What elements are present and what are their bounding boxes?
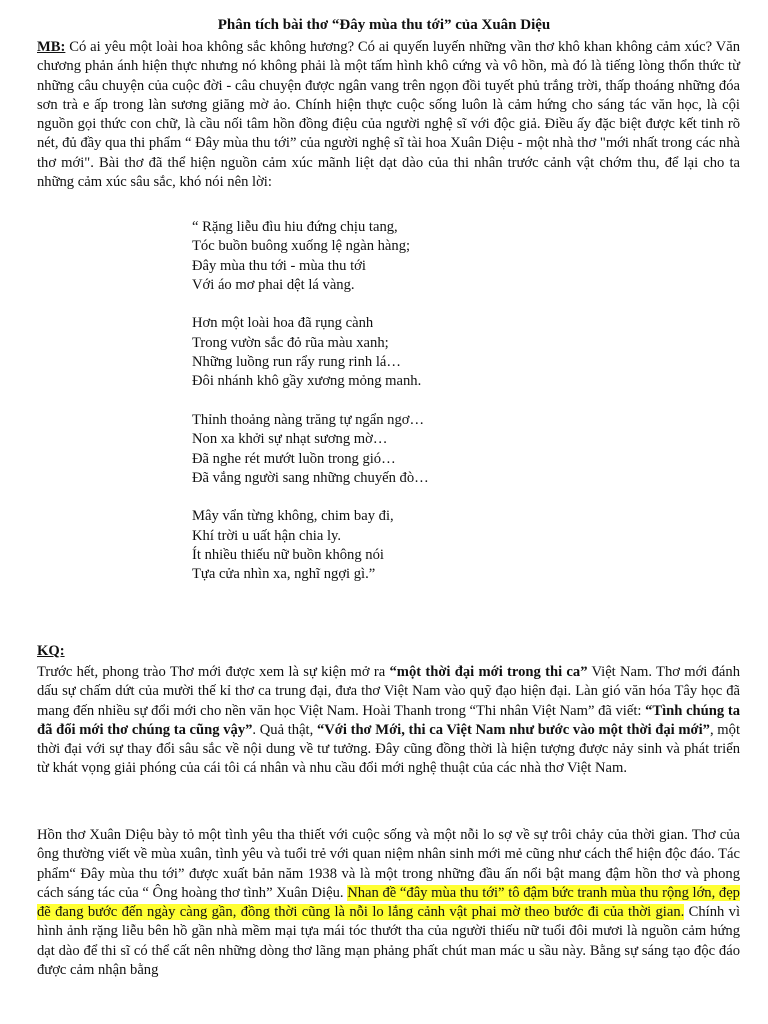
poem-stanza-2 [192, 314, 612, 391]
kq-p1-quote: “Tình chúng ta đã đổi mới thơ chúng ta cũng vậy” [37, 702, 740, 738]
kq-p2-text: Hồn thơ Xuân Diệu bày tỏ một tình yêu tha thiết với cuộc sống và một nỗi lo sợ về sự trôi chảy của thời gian. Thơ của ông thường viết về mùa xuân, tình yêu và tuổi trẻ với quan niệm nhân sinh mới mẻ cũng như cách thể hiện độc đáo. Tác phẩm“ Đây mùa thu tới” được xuất bản năm 1938 và là một trong những đầu ấn nổi bật mang đậm hồn thơ và phong cách sáng tác của “ Ông hoàng thơ tình” Xuân Diệu. [37, 827, 740, 901]
poem-line: Non xa khởi sự nhạt sương mờ… [192, 431, 388, 448]
poem-line: Thỉnh thoảng nàng trăng tự ngẩn ngơ… [192, 411, 425, 428]
highlighted-text: Nhan đề “đây mùa thu tới” tô đậm bức tranh mùa thu rộng lớn, đẹp đẽ đang bước đến ngày càng gần, đồng thời cũng là nỗi lo lắng cảnh vật phai mờ theo bước đi của thời gian. [37, 884, 740, 921]
document-title: Phân tích bài thơ “Đây mùa thu tới” của Xuân Diệu [217, 17, 551, 33]
poem-line: Khí trời u uất hận chia ly. [192, 527, 342, 544]
kq-p1-text: , một thời đại với sự thay đổi sâu sắc về nội dung về tư tưởng. Đây cũng đồng thời là hiện tượng được nảy sinh và phát triển từ khát vọng giải phóng của cái tôi cá nhân và nhu cầu đổi mới nghệ thuật của các nhà thơ Việt Nam. [37, 721, 741, 777]
kq-p1-quote: “Với thơ Mới, thi ca Việt Nam như bước vào một thời đại mới” [316, 721, 710, 738]
poem-line: Đôi nhánh khô gầy xương mỏng manh. [192, 373, 422, 390]
poem-line: Tóc buồn buông xuống lệ ngàn hàng; [192, 238, 411, 255]
kq-p1-quote: “một thời đại mới trong thi ca” [389, 664, 588, 680]
poem-stanza-3 [192, 411, 612, 488]
mb-paragraph [37, 38, 740, 192]
poem-line: “ Rặng liễu đìu hiu đứng chịu tang, [192, 219, 398, 235]
kq-paragraph-1 [37, 663, 740, 779]
poem-line: Đã nghe rét mướt luồn trong gió… [192, 450, 396, 467]
poem-line: Trong vườn sắc đỏ rũa màu xanh; [192, 334, 389, 351]
poem-line: Đã vắng người sang những chuyến đò… [192, 469, 429, 486]
poem-line: Những luồng run rẩy rung rinh lá… [192, 354, 401, 371]
mb-text: Có ai yêu một loài hoa không sắc không hương? Có ai quyến luyến những vần thơ khô khan không cảm xúc? Văn chương phản ánh hiện thực nhưng nó không phải là một tấm hình khô cứng và vô hồn, mà đó là tiếng lòng thổn thức từ những câu chuyện của cuộc đời - câu chuyện được ngân vang trên ngọn đồi tuyết phủ trắng trời, thấp thoáng những đóa sơn trà e ấp trong làn sương giăng mờ ảo. Chính hiện thực cuộc sống luôn là cảm hứng cho sáng tác văn học, là cội nguồn gọi thức con chữ, là cầu nối tâm hồn đồng điệu của người nghệ sĩ với độc giả. Điều ấy đặc biệt được kết tinh rõ nét, đủ đầy qua thi phẩm “ Đây mùa thu tới” của người nghệ sĩ tài hoa Xuân Diệu - một nhà thơ "mới nhất trong các nhà thơ mới". Bài thơ đã thể hiện nguồn cảm xúc mãnh liệt dạt dào của thi nhân trước cảnh vật chớm thu, để lại cho ta những cảm xúc sâu sắc, khó nói nên lời: [37, 39, 740, 191]
poem-stanza-1 [192, 218, 612, 295]
poem [192, 218, 612, 604]
poem-stanza-4 [192, 507, 612, 584]
mb-label: MB: [37, 39, 66, 55]
poem-line: Mây vẩn từng không, chim bay đi, [192, 508, 394, 525]
kq-p1-text: Việt Nam. Thơ mới đánh dấu sự chấm dứt của mười thế kỉ thơ ca trung đại, đưa thơ Việt Nam vào quỹ đạo hiện đại. Làn gió văn hóa Tây học đã mang đến nhiều sự đổi mới cho nền văn học Việt Nam. Hoài Thanh trong “Thi nhân Việt Nam” đã viết: [37, 664, 740, 719]
poem-line: Đây mùa thu tới - mùa thu tới [192, 257, 366, 274]
poem-line: Ít nhiều thiếu nữ buồn không nói [192, 547, 384, 564]
poem-line: Tựa cửa nhìn xa, nghĩ ngợi gì.” [192, 566, 376, 583]
poem-line: Với áo mơ phai dệt lá vàng. [192, 276, 355, 293]
kq-label: KQ: [37, 643, 65, 659]
kq-p1-text: . Quả thật, [252, 721, 317, 738]
kq-p2-text: Chính vì hình ảnh rặng liễu bên hồ gần nhà mềm mại tựa mái tóc thướt tha của người thiếu nữ tuổi đôi mươi là nguồn cảm hứng dạt dào để thi sĩ có thể cất nên những dòng thơ lãng mạn phảng phất chút man mác u sầu này. Bằng sự sáng tạo độc đáo được cảm nhận bằng [37, 904, 740, 979]
kq-p1-text: Trước hết, phong trào Thơ mới được xem là sự kiện mở ra [37, 664, 390, 680]
kq-paragraph-2 [37, 826, 740, 980]
poem-line: Hơn một loài hoa đã rụng cành [192, 315, 374, 332]
